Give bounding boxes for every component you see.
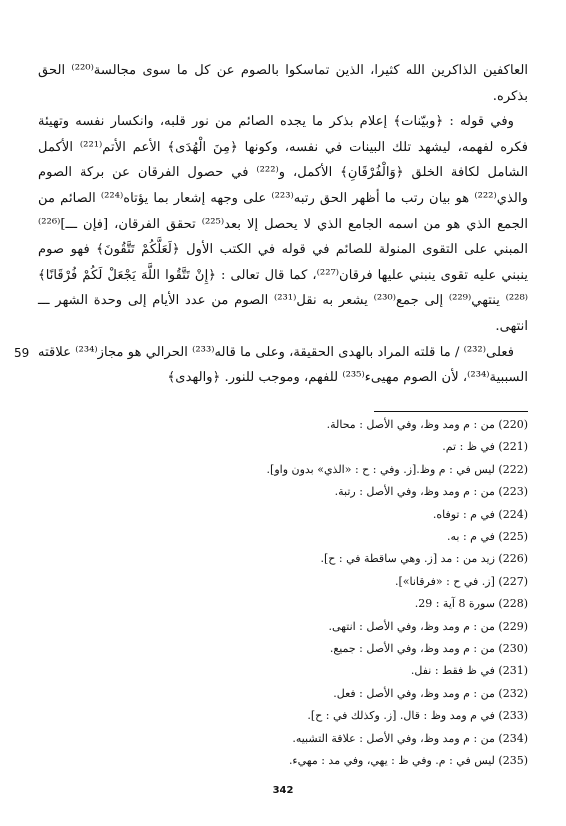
footnote-226: (226) زيد من : مد [ز. وهي ساقطة في : ح].	[320, 552, 528, 566]
page-number: 342	[272, 785, 294, 796]
paragraph-3: فعلى⁽²³²⁾ / ما قلته المراد بالهدى الحقيقة، وعلى ما قاله⁽²³³⁾ الحرالي هو مجاز⁽²³⁴⁾ علاقته السببية⁽²³⁴⁾، لأن الصوم مهيىء⁽²³⁵⁾ للفهم، وموجب للنور. ﴿والهدى﴾	[38, 344, 528, 386]
footnote-divider	[374, 411, 528, 412]
footnote-228: (228) سورة 8 آية : 29.	[414, 597, 528, 611]
footnote-221: (221) في ظ : تم.	[442, 440, 528, 454]
footnote-233: (233) في م ومد وظ : قال. [ز. وكذلك في : ح].	[307, 709, 528, 723]
main-text	[38, 58, 528, 391]
footnote-235: (235) ليس في : م. وفي ظ : يهي، وفي مد : مهيء.	[288, 754, 528, 768]
footnote-232: (232) من : م ومد وظ، وفي الأصل : فعل.	[333, 686, 528, 700]
footnote-224: (224) في م : توفاه.	[432, 507, 528, 521]
footnote-225: (225) في م : به.	[447, 530, 528, 544]
footnote-222: (222) ليس في : م وظ.[ز. وفي : ح : «الذي» بدون واو].	[266, 462, 528, 476]
footnote-229: (229) من : م ومد وظ، وفي الأصل : انتهى.	[328, 619, 528, 633]
footnote-230: (230) من : م ومد وظ، وفي الأصل : جميع.	[329, 642, 528, 656]
footnote-220: (220) من : م ومد وظ، وفي الأصل : محالة.	[326, 418, 528, 431]
margin-folio-number: 59	[14, 346, 30, 360]
footnote-227: (227) [ز. في ح : «فرقانا»].	[394, 574, 528, 588]
paragraph-1: العاكفين الذاكرين الله كثيرا، الذين تماسكوا بالصوم عن كل ما سوى مجالسة⁽²²⁰⁾ الحق بذكره.	[38, 63, 529, 104]
footnote-223: (223) من : م ومد وظ، وفي الأصل : رتبة.	[334, 485, 528, 499]
footnotes	[100, 414, 528, 773]
paragraph-2: وفي قوله : ﴿وبيّنات﴾ إعلام بذكر ما يجده الصائم من نور قلبه، وانكسار نفسه وتهيئة فكره لفهمه، ليشهد تلك البينات في نفسه، وكونها ﴿مِنَ الْهُدَى﴾ الأعم الأتم⁽²²¹⁾ الأكمل الشامل لكافة الخلق ﴿وَالْفُرْقَانِ﴾ الأكمل، و⁽²²²⁾ في حصول الفرقان عن بركة الصوم والذي⁽²²²⁾ هو بيان رتب ما أظهر الحق رتبه⁽²²³⁾ على وجهه إشعار بما يؤتاه⁽²²⁴⁾ الصائم من الجمع الذي هو من اسمه الجامع الذي لا يحصل إلا بعد⁽²²⁵⁾ تحقق الفرقان، [فإن ـــ]⁽²²⁶⁾ المبني على التقوى المنولة للصائم في قوله في الكتب الأول ﴿لَعَلَّكُمْ تَتَّقُونَ﴾ فهو صوم ينبني عليه تقوى ينبني عليها فرقان⁽²²⁷⁾، كما قال تعالى : ﴿إِنْ تَتَّقُوا اللَّهَ يَجْعَلْ لَكُمْ فُرْقَانًا﴾⁽²²⁸⁾ ينتهي⁽²²⁹⁾ إلى جمع⁽²³⁰⁾ يشعر به نقل⁽²³¹⁾ الصوم من عدد الأيام إلى وحدة الشهر ـــ انتهى.	[38, 114, 528, 334]
footnote-234: (234) من : م ومد وظ، وفي الأصل : علاقة التشبيه.	[292, 731, 528, 745]
footnote-231: (231) في ظ فقط : نفل.	[410, 664, 528, 678]
